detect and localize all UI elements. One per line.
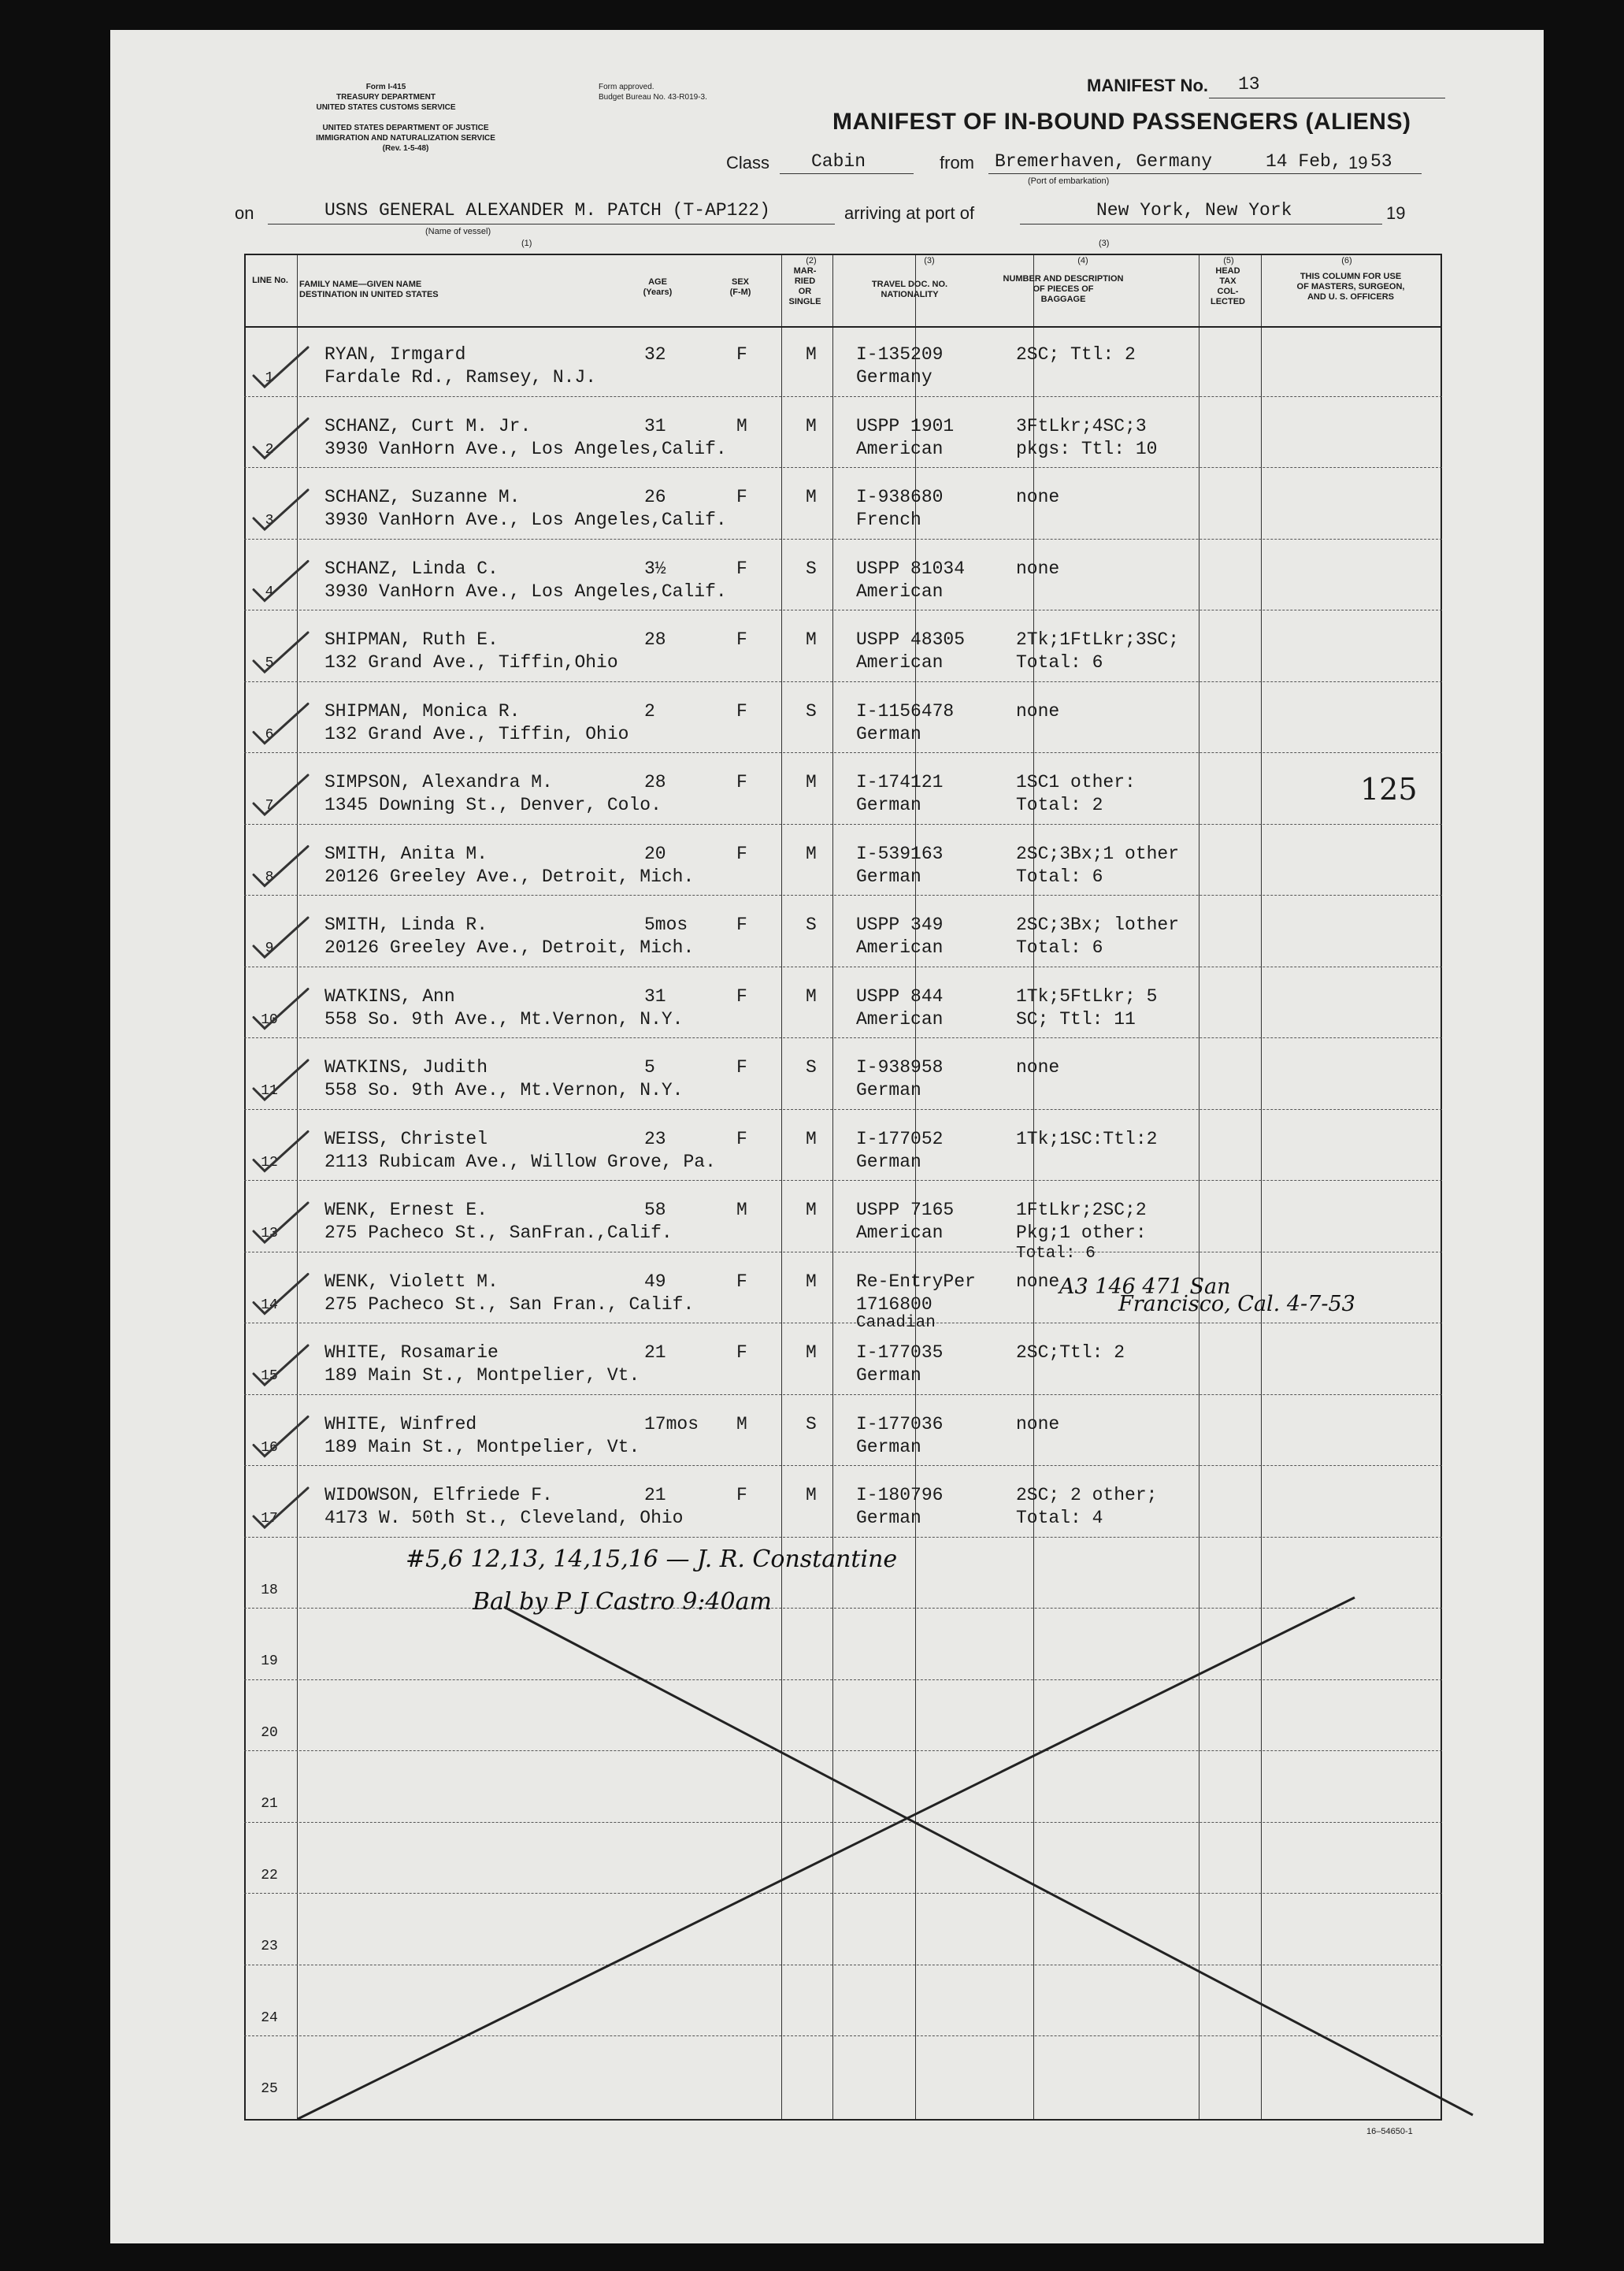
- arrival-col-number: (3): [1099, 239, 1110, 248]
- baggage-description: 2SC; Ttl: 2: [1016, 344, 1136, 365]
- passenger-sex: M: [736, 1413, 747, 1434]
- line-number: 12: [261, 1154, 278, 1171]
- baggage-description: 2SC; 2 other;: [1016, 1485, 1158, 1505]
- nationality: German: [856, 1151, 921, 1172]
- check-mark: [254, 633, 308, 672]
- line-number: 9: [265, 941, 274, 956]
- marital-status: S: [806, 558, 817, 579]
- travel-doc-number: I-177052: [856, 1128, 944, 1149]
- baggage-description: 2SC;3Bx;1 other: [1016, 843, 1180, 864]
- marital-status: S: [806, 915, 817, 935]
- check-mark: [254, 347, 308, 387]
- baggage-description: none: [1016, 487, 1060, 507]
- passenger-age: 21: [644, 1485, 666, 1505]
- nationality: German: [856, 866, 921, 887]
- marital-status: S: [806, 1057, 817, 1078]
- line-number: 15: [261, 1368, 278, 1384]
- marital-status: M: [806, 772, 817, 792]
- baggage-description: 2SC;Ttl: 2: [1016, 1342, 1125, 1363]
- form-treasury-block: Form I-415 TREASURY DEPARTMENT UNITED STATES CUSTOMS SERVICE: [316, 83, 456, 112]
- passenger-age: 21: [644, 1342, 666, 1363]
- check-mark: [254, 1060, 308, 1100]
- passenger-name: WENK, Violett M.: [324, 1271, 499, 1292]
- column-header-travel-doc: TRAVEL DOC. NO. NATIONALITY: [871, 280, 948, 299]
- marital-status: M: [806, 487, 817, 507]
- travel-doc-number: USPP 48305: [856, 629, 966, 650]
- line-number: 13: [261, 1226, 278, 1241]
- line-number: 23: [261, 1939, 278, 1954]
- check-mark: [254, 1417, 308, 1456]
- passenger-destination: 2113 Rubicam Ave., Willow Grove, Pa.: [324, 1151, 716, 1172]
- passenger-sex: F: [736, 629, 747, 650]
- line-number: 4: [265, 584, 274, 600]
- embarkation-port: Bremerhaven, Germany: [995, 151, 1213, 172]
- marital-status: M: [806, 1271, 817, 1292]
- line-number: 21: [261, 1796, 278, 1812]
- check-mark: [254, 1203, 308, 1242]
- line-number: 8: [265, 869, 274, 885]
- line-number: 25: [261, 2081, 278, 2097]
- baggage-description: Total: 4: [1016, 1508, 1103, 1528]
- nationality: American: [856, 581, 944, 602]
- nationality: German: [856, 1436, 921, 1457]
- passenger-destination: 275 Pacheco St., SanFran.,Calif.: [324, 1223, 673, 1243]
- passenger-sex: F: [736, 344, 747, 365]
- line-number: 7: [265, 798, 274, 814]
- passenger-name: WENK, Ernest E.: [324, 1200, 488, 1220]
- arrival-port: New York, New York: [1096, 200, 1292, 221]
- passenger-age: 28: [644, 772, 666, 792]
- nationality: American: [856, 1223, 944, 1243]
- check-mark: [254, 1275, 308, 1314]
- travel-doc-number: Re-EntryPer: [856, 1271, 976, 1292]
- marital-status: S: [806, 1413, 817, 1434]
- passenger-name: SHIPMAN, Ruth E.: [324, 629, 499, 650]
- travel-doc-number: I-938680: [856, 487, 944, 507]
- passenger-age: 49: [644, 1271, 666, 1292]
- baggage-description: none: [1016, 558, 1060, 579]
- column-header-married: MAR- RIED OR SINGLE: [788, 266, 821, 306]
- passenger-name: SCHANZ, Curt M. Jr.: [324, 415, 532, 436]
- baggage-description: 1FtLkr;2SC;2: [1016, 1200, 1147, 1220]
- form-doj-block: UNITED STATES DEPARTMENT OF JUSTICE IMMIGRATION AND NATURALIZATION SERVICE (Rev. 1-5-48): [316, 124, 495, 153]
- passenger-destination: 1345 Downing St., Denver, Colo.: [324, 795, 662, 815]
- baggage-description: 1SC1 other:: [1016, 772, 1136, 792]
- passenger-age: 5mos: [644, 915, 688, 935]
- marital-status: M: [806, 843, 817, 864]
- travel-doc-number: I-177036: [856, 1413, 944, 1434]
- nationality: Germany: [856, 367, 933, 388]
- passenger-name: WEISS, Christel: [324, 1128, 488, 1149]
- nationality: German: [856, 795, 921, 815]
- line-number: 17: [261, 1511, 278, 1527]
- passenger-sex: F: [736, 1271, 747, 1292]
- check-mark: [254, 1345, 308, 1385]
- cancel-x-line-1: [504, 1607, 1473, 2115]
- wenk-note-1: A3 146 471 San: [1059, 1275, 1231, 1299]
- form-approval-block: Form approved. Budget Bureau No. 43-R019-3.: [599, 83, 707, 102]
- passenger-age: 2: [644, 700, 655, 722]
- baggage-description: 3FtLkr;4SC;3: [1016, 415, 1147, 436]
- check-mark: [254, 989, 308, 1029]
- baggage-description: Total: 6: [1016, 1245, 1096, 1263]
- baggage-description: Total: 2: [1016, 795, 1103, 815]
- officer-count: 125: [1360, 772, 1418, 807]
- arriving-label: arriving at port of: [844, 203, 975, 223]
- line-number: 22: [261, 1867, 278, 1883]
- check-mark: [254, 918, 308, 957]
- check-mark: [254, 419, 308, 458]
- marital-status: M: [806, 1342, 817, 1363]
- check-mark: [254, 562, 308, 601]
- marital-status: M: [806, 1200, 817, 1220]
- passenger-destination: 558 So. 9th Ave., Mt.Vernon, N.Y.: [324, 1080, 684, 1100]
- passenger-destination: 4173 W. 50th St., Cleveland, Ohio: [324, 1508, 684, 1528]
- from-label: from: [940, 153, 974, 173]
- passenger-sex: F: [736, 985, 747, 1007]
- passenger-destination: 3930 VanHorn Ave., Los Angeles,Calif.: [324, 438, 727, 459]
- passenger-sex: F: [736, 1057, 747, 1078]
- baggage-description: SC; Ttl: 11: [1016, 1008, 1136, 1030]
- line-number: 19: [261, 1653, 278, 1669]
- passenger-sex: F: [736, 558, 747, 579]
- passenger-destination: 558 So. 9th Ave., Mt.Vernon, N.Y.: [324, 1008, 684, 1030]
- baggage-description: Pkg;1 other:: [1016, 1223, 1147, 1243]
- check-mark: [254, 1132, 308, 1171]
- passenger-destination: 189 Main St., Montpelier, Vt.: [324, 1436, 640, 1457]
- vessel-name: USNS GENERAL ALEXANDER M. PATCH (T-AP122): [324, 200, 770, 221]
- baggage-description: 1Tk;5FtLkr; 5: [1016, 985, 1158, 1007]
- check-mark: [254, 704, 308, 744]
- nationality: German: [856, 1080, 921, 1100]
- line-number: 20: [261, 1724, 278, 1741]
- travel-doc-number: I-938958: [856, 1057, 944, 1078]
- passenger-destination: 3930 VanHorn Ave., Los Angeles,Calif.: [324, 581, 727, 602]
- travel-doc-number: I-135209: [856, 344, 944, 365]
- line-number: 11: [261, 1083, 278, 1099]
- marital-status: M: [806, 985, 817, 1007]
- travel-doc-number: I-539163: [856, 843, 944, 864]
- passenger-age: 31: [644, 985, 666, 1007]
- line-number: 3: [265, 513, 274, 529]
- baggage-description: Total: 6: [1016, 937, 1103, 958]
- manifest-number: 13: [1238, 74, 1260, 95]
- year-value: 53: [1370, 151, 1392, 172]
- column-header-baggage: NUMBER AND DESCRIPTION OF PIECES OF BAGGAGE: [1003, 274, 1124, 304]
- marital-status: M: [806, 1128, 817, 1149]
- passenger-age: 5: [644, 1057, 655, 1078]
- wenk-note-2: Francisco, Cal. 4-7-53: [1118, 1292, 1355, 1316]
- vessel-caption: (Name of vessel): [425, 227, 491, 236]
- passenger-name: SMITH, Anita M.: [324, 843, 488, 864]
- marital-status: M: [806, 629, 817, 650]
- travel-doc-number: I-180796: [856, 1485, 944, 1505]
- passenger-age: 3½: [644, 558, 666, 579]
- baggage-description: 1Tk;1SC:Ttl:2: [1016, 1128, 1158, 1149]
- passenger-name: SMITH, Linda R.: [324, 915, 488, 935]
- form-number: 16–54650-1: [1366, 2127, 1413, 2136]
- baggage-description: 2SC;3Bx; lother: [1016, 915, 1180, 935]
- passenger-name: SCHANZ, Linda C.: [324, 558, 499, 579]
- passenger-age: 26: [644, 487, 666, 507]
- passenger-age: 32: [644, 344, 666, 365]
- baggage-description: none: [1016, 1057, 1060, 1078]
- passenger-name: WATKINS, Ann: [324, 985, 455, 1007]
- nationality: Canadian: [856, 1313, 936, 1332]
- nationality: German: [856, 723, 921, 744]
- passenger-sex: M: [736, 415, 747, 436]
- column-number: (5): [1223, 256, 1234, 265]
- manifest-number-label: MANIFEST No.: [1087, 76, 1208, 95]
- baggage-description: none: [1016, 1413, 1060, 1434]
- passenger-sex: F: [736, 700, 747, 722]
- marital-status: S: [806, 700, 817, 722]
- nationality: American: [856, 1008, 944, 1030]
- passenger-name: RYAN, Irmgard: [324, 344, 466, 365]
- column-header-age: AGE (Years): [643, 277, 673, 297]
- baggage-description: pkgs: Ttl: 10: [1016, 438, 1158, 459]
- line-number: 10: [261, 1011, 278, 1028]
- column-number: (2): [806, 256, 817, 265]
- on-label: on: [235, 203, 254, 223]
- travel-doc-number: USPP 349: [856, 915, 944, 935]
- column-header-head-tax: HEAD TAX COL- LECTED: [1211, 266, 1245, 306]
- travel-doc-number: USPP 844: [856, 985, 944, 1007]
- year-prefix: 19: [1348, 153, 1368, 173]
- embarkation-date: 14 Feb,: [1266, 151, 1342, 172]
- class-value: Cabin: [811, 151, 866, 172]
- travel-doc-number: I-174121: [856, 772, 944, 792]
- port-caption: (Port of embarkation): [1028, 176, 1110, 186]
- marital-status: M: [806, 415, 817, 436]
- column-number: (6): [1341, 256, 1352, 265]
- passenger-name: WHITE, Winfred: [324, 1413, 477, 1434]
- nationality: German: [856, 1508, 921, 1528]
- column-header-name: FAMILY NAME—GIVEN NAME DESTINATION IN UNITED STATES: [299, 280, 439, 299]
- passenger-destination: 20126 Greeley Ave., Detroit, Mich.: [324, 937, 695, 958]
- passenger-age: 31: [644, 415, 666, 436]
- nationality: German: [856, 1365, 921, 1386]
- line-number: 24: [261, 2009, 278, 2026]
- travel-doc-number: I-1156478: [856, 700, 955, 722]
- class-label: Class: [726, 153, 770, 173]
- year2-prefix: 19: [1386, 203, 1406, 223]
- travel-doc-number: USPP 81034: [856, 558, 966, 579]
- passenger-age: 28: [644, 629, 666, 650]
- passenger-age: 20: [644, 843, 666, 864]
- passenger-name: SHIPMAN, Monica R.: [324, 700, 521, 722]
- nationality: French: [856, 510, 921, 530]
- baggage-description: Total: 6: [1016, 652, 1103, 673]
- passenger-sex: F: [736, 487, 747, 507]
- column-header-line-no: LINE No.: [252, 276, 288, 285]
- baggage-description: 2Tk;1FtLkr;3SC;: [1016, 629, 1180, 650]
- nationality: American: [856, 652, 944, 673]
- line-number: 16: [261, 1439, 278, 1456]
- baggage-description: Total: 6: [1016, 866, 1103, 887]
- passenger-destination: Fardale Rd., Ramsey, N.J.: [324, 367, 597, 388]
- baggage-description: none: [1016, 700, 1060, 722]
- passenger-destination: 3930 VanHorn Ave., Los Angeles,Calif.: [324, 510, 727, 530]
- passenger-name: SCHANZ, Suzanne M.: [324, 487, 521, 507]
- nationality: American: [856, 937, 944, 958]
- passenger-destination: 20126 Greeley Ave., Detroit, Mich.: [324, 866, 695, 887]
- page-title: MANIFEST OF IN-BOUND PASSENGERS (ALIENS): [832, 109, 1411, 135]
- passenger-sex: F: [736, 1128, 747, 1149]
- passenger-sex: F: [736, 915, 747, 935]
- marital-status: M: [806, 1485, 817, 1505]
- nationality: American: [856, 438, 944, 459]
- footer-note-2: Bal by P J Castro 9:40am: [473, 1588, 772, 1616]
- column-header-officers: THIS COLUMN FOR USE OF MASTERS, SURGEON, AND U. S. OFFICERS: [1296, 272, 1405, 302]
- line-number: 18: [261, 1582, 278, 1598]
- line-number: 5: [265, 655, 274, 671]
- nationality: 1716800: [856, 1293, 933, 1315]
- cancel-x-line-2: [298, 1597, 1355, 2119]
- line-number: 2: [265, 441, 274, 458]
- passenger-name: WATKINS, Judith: [324, 1057, 488, 1078]
- line-number: 1: [265, 370, 274, 386]
- travel-doc-number: USPP 1901: [856, 415, 955, 436]
- check-mark: [254, 1488, 308, 1527]
- passenger-name: WHITE, Rosamarie: [324, 1342, 499, 1363]
- line-number: 6: [265, 726, 274, 743]
- passenger-sex: F: [736, 843, 747, 864]
- passenger-age: 58: [644, 1200, 666, 1220]
- passenger-sex: M: [736, 1200, 747, 1220]
- vessel-col-number: (1): [521, 239, 532, 248]
- passenger-name: SIMPSON, Alexandra M.: [324, 772, 553, 792]
- marital-status: M: [806, 344, 817, 365]
- line-number: 14: [261, 1297, 278, 1313]
- column-number: (3): [924, 256, 935, 265]
- column-number: (4): [1077, 256, 1088, 265]
- passenger-age: 23: [644, 1128, 666, 1149]
- footer-note-1: #5,6 12,13, 14,15,16 — J. R. Constantine: [406, 1546, 898, 1573]
- check-mark: [254, 847, 308, 886]
- passenger-destination: 132 Grand Ave., Tiffin,Ohio: [324, 652, 618, 673]
- check-mark: [254, 490, 308, 529]
- passenger-sex: F: [736, 1485, 747, 1505]
- passenger-age: 17mos: [644, 1413, 699, 1434]
- passenger-name: WIDOWSON, Elfriede F.: [324, 1485, 553, 1505]
- travel-doc-number: I-177035: [856, 1342, 944, 1363]
- travel-doc-number: USPP 7165: [856, 1200, 955, 1220]
- check-mark: [254, 775, 308, 815]
- passenger-destination: 189 Main St., Montpelier, Vt.: [324, 1365, 640, 1386]
- passenger-sex: F: [736, 772, 747, 792]
- passenger-sex: F: [736, 1342, 747, 1363]
- passenger-destination: 132 Grand Ave., Tiffin, Ohio: [324, 723, 629, 744]
- baggage-description: none: [1016, 1271, 1060, 1292]
- passenger-destination: 275 Pacheco St., San Fran., Calif.: [324, 1293, 695, 1315]
- column-header-sex: SEX (F-M): [729, 277, 751, 297]
